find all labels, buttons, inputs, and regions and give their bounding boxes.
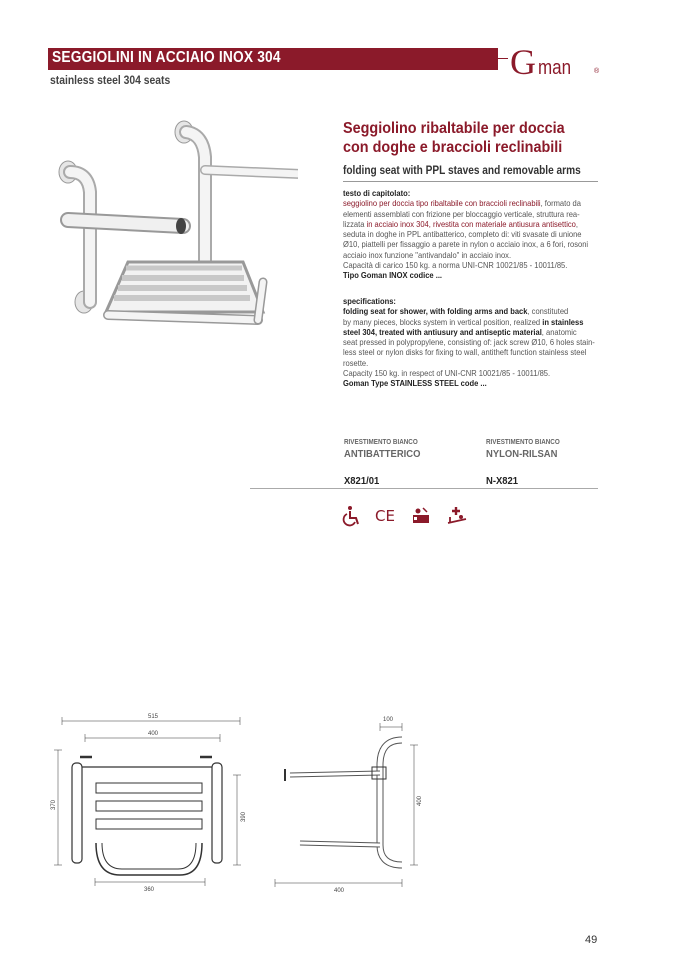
spec-en-line: less steel or nylon disks for fixing to wall, antitheft function stainless steel (343, 347, 587, 358)
spec-it-highlight-1: seggiolino per doccia tipo ribaltabile con braccioli reclinabili (343, 198, 541, 209)
spec-it-code: Tipo Goman INOX codice ... (343, 270, 443, 281)
dim-front-390: 390 (241, 811, 247, 822)
code-divider (250, 488, 598, 489)
product-title-line-1: Seggiolino ribaltabile per doccia (343, 120, 565, 137)
spec-it-heading: testo di capitolato: (343, 188, 411, 198)
variant-2-code: N-X821 (486, 475, 519, 487)
product-subtitle: folding seat with PPL staves and removable arms (343, 165, 581, 177)
spec-en-line: Capacity 150 kg. in respect of UNI-CNR 10021/85 - 10011/85. (343, 368, 551, 379)
wheelchair-icon (340, 505, 362, 527)
spec-english (343, 296, 598, 389)
logo-registered: ® (594, 68, 600, 75)
spec-italian (343, 188, 598, 281)
spec-it-text: , formato da (540, 198, 581, 209)
spec-en-text: , constituted (527, 306, 569, 317)
spec-it-line: acciaio inox funzione "antivandalo" in acciaio inox. (343, 249, 512, 260)
variant-2-coating: RIVESTIMENTO BIANCO (486, 439, 560, 446)
spec-en-bold: steel 304, treated with antiusury and antiseptic material (343, 326, 542, 337)
medical-bed-icon (446, 505, 468, 527)
shower-seat-icon (410, 505, 432, 527)
dim-front-515: 515 (148, 714, 159, 720)
logo-text: man (538, 57, 572, 79)
spec-it-line: elementi assemblati con frizione per bloccaggio verticale, struttura rea- (343, 208, 580, 219)
spec-en-bold: in stainless (542, 316, 584, 327)
spec-en-bold: folding seat for shower, with folding arms and back (343, 306, 528, 317)
spec-en-heading: specifications: (343, 296, 396, 306)
spec-it-line: Ø10, piattelli per fissaggio a parete in nylon o acciaio inox, a 6 fori, rosoni (343, 239, 589, 250)
side-view-drawing (275, 723, 418, 887)
logo-letter: G (510, 42, 536, 82)
title-divider (343, 181, 598, 182)
spec-en-text: , anatomic (541, 326, 577, 337)
page-title: SEGGIOLINI IN ACCIAIO INOX 304 (52, 49, 281, 66)
header-divider (498, 58, 508, 59)
front-view-drawing (54, 717, 241, 886)
technical-drawings (40, 705, 440, 905)
spec-en-text: by many pieces, blocks system in vertical position, realized (343, 316, 543, 327)
page-number: 49 (585, 934, 598, 946)
product-title (343, 119, 604, 157)
page-subtitle: stainless steel 304 seats (50, 75, 171, 87)
variant-1-coating: RIVESTIMENTO BIANCO (344, 439, 418, 446)
variant-1-code: X821/01 (344, 475, 380, 487)
goman-logo (510, 44, 605, 84)
dim-side-400-vertical: 400 (417, 795, 423, 806)
spec-en-line: rosette. (343, 357, 369, 368)
spec-it-text: lizzata (343, 218, 367, 229)
ce-mark-icon: CE (375, 507, 395, 525)
dim-front-370: 370 (51, 799, 57, 810)
variant-2-name: NYLON-RILSAN (486, 448, 558, 460)
dim-side-100: 100 (383, 717, 394, 723)
dim-front-360: 360 (144, 887, 155, 893)
variant-1-name: ANTIBATTERICO (344, 448, 421, 460)
dim-front-400: 400 (148, 731, 159, 737)
spec-en-line: seat pressed in polypropylene, consisting of: jack screw Ø10, 6 holes stain- (343, 337, 595, 348)
spec-it-text: , (575, 218, 578, 229)
dim-side-400-horizontal: 400 (334, 888, 345, 894)
spec-it-highlight-2: in acciaio inox 304, rivestita con materiale antiusura antisettico (366, 218, 576, 229)
product-title-line-2: con doghe e braccioli reclinabili (343, 139, 563, 156)
product-photo (48, 112, 298, 372)
spec-it-line: Capacità di carico 150 kg. a norma UNI-CNR 10021/85 - 10011/85. (343, 260, 568, 271)
spec-it-line: seduta in doghe in PPL antibatterico, completo di: viti svasate di unione (343, 229, 582, 240)
spec-en-code: Goman Type STAINLESS STEEL code ... (343, 378, 487, 389)
